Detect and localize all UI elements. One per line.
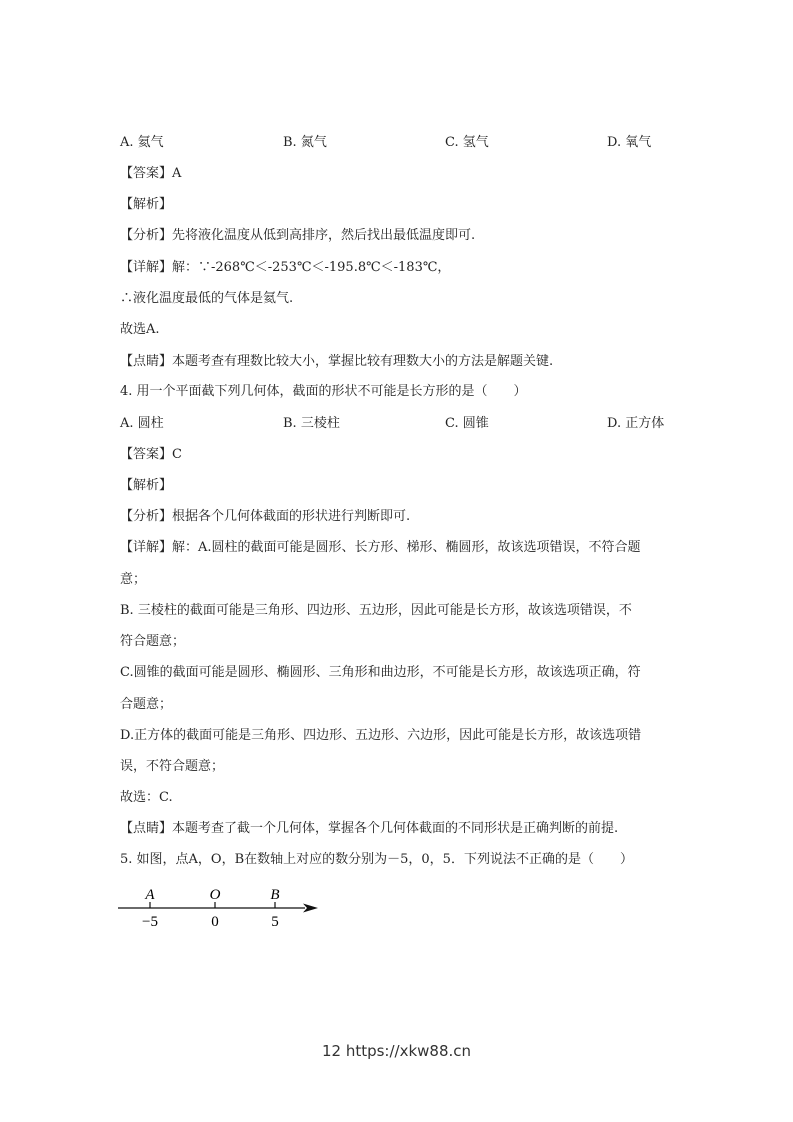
q3-detail: 【详解】解：∵-268℃＜-253℃＜-195.8℃＜-183℃，	[120, 260, 451, 275]
option-a: A. 圆柱	[120, 416, 164, 431]
q4-analysis: 【分析】根据各个几何体截面的形状进行判断即可.	[120, 509, 411, 524]
q3-comment: 【点睛】本题考查有理数比较大小，掌握比较有理数大小的方法是解题关键.	[120, 354, 554, 369]
q3-conclusion: ∴液化温度最低的气体是氦气.	[120, 291, 294, 306]
option-d: D. 氧气	[607, 135, 652, 150]
point-value: 0	[211, 914, 219, 930]
q4-detail-line: 误，不符合题意；	[120, 759, 225, 774]
q4-answer: 【答案】C	[120, 447, 182, 462]
option-c: C. 氢气	[445, 135, 489, 150]
q3-answer: 【答案】A	[120, 166, 182, 181]
q4-analysis-heading: 【解析】	[120, 478, 173, 493]
q4-detail-line: C.圆锥的截面可能是圆形、椭圆形、三角形和曲边形，不可能是长方形，故该选项正确，符	[120, 665, 641, 680]
q4-comment: 【点睛】本题考查了截一个几何体，掌握各个几何体截面的不同形状是正确判断的前提.	[120, 821, 619, 836]
q3-analysis-heading: 【解析】	[120, 197, 173, 212]
option-c: C. 圆锥	[445, 416, 489, 431]
option-a: A. 氦气	[120, 135, 164, 150]
q3-analysis: 【分析】先将液化温度从低到高排序，然后找出最低温度即可.	[120, 228, 476, 243]
q4-question: 4. 用一个平面截下列几何体，截面的形状不可能是长方形的是（ ）	[120, 384, 527, 399]
q4-detail-line: 合题意；	[120, 697, 173, 712]
q5-question: 5. 如图，点A，O，B在数轴上对应的数分别为－5，0，5．下列说法不正确的是（ ）	[120, 852, 633, 867]
page-footer: 12 https://xkw88.cn	[321, 1042, 472, 1060]
q4-detail-line: D.正方体的截面可能是三角形、四边形、五边形、六边形，因此可能是长方形，故该选项错	[120, 728, 642, 743]
q3-choice: 故选A.	[120, 322, 160, 337]
q4-detail-line: 符合题意；	[120, 634, 186, 649]
point-label: O	[209, 887, 221, 903]
number-line-figure	[115, 884, 325, 932]
arrow-head-icon	[303, 904, 318, 913]
option-b: B. 氮气	[283, 135, 327, 150]
option-b: B. 三棱柱	[283, 416, 340, 431]
q4-detail-line: 意；	[120, 572, 147, 587]
point-value: −5	[142, 914, 158, 930]
option-d: D. 正方体	[607, 416, 665, 431]
q4-detail-line: 【详解】解：A.圆柱的截面可能是圆形、长方形、梯形、椭圆形，故该选项错误，不符合题	[120, 540, 641, 555]
q4-detail-line: B. 三棱柱的截面可能是三角形、四边形、五边形，因此可能是长方形，故该选项错误，不	[120, 603, 632, 618]
q4-choice: 故选：C.	[120, 790, 173, 805]
point-value: 5	[271, 914, 279, 930]
point-label: A	[145, 887, 155, 903]
point-label: B	[270, 887, 280, 903]
